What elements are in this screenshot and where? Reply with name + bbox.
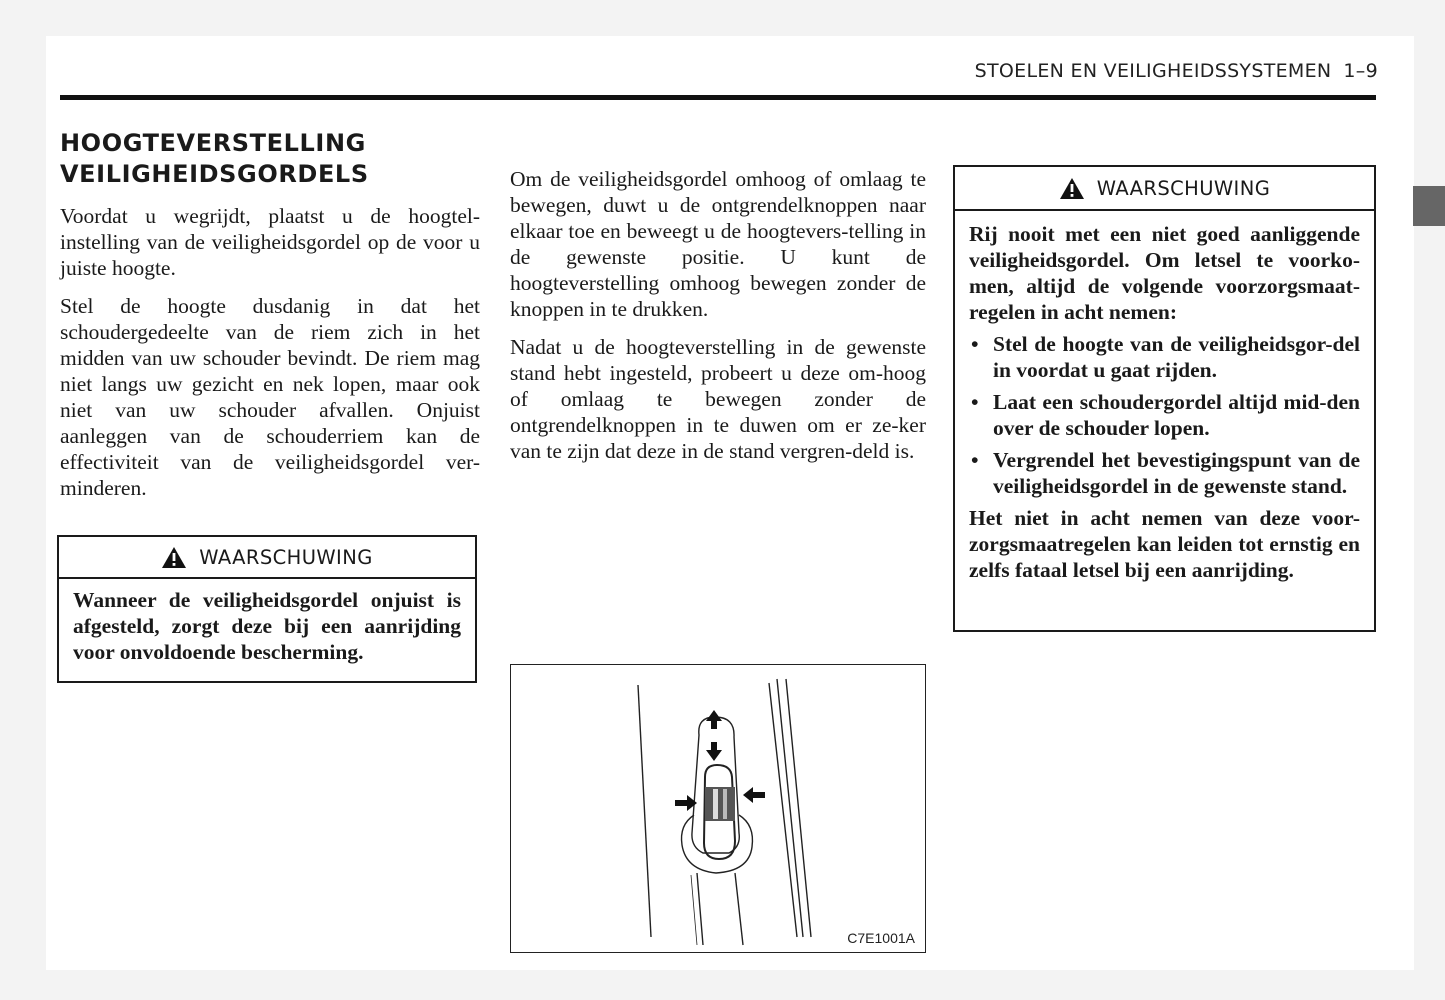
- page-number: 1–9: [1343, 60, 1378, 82]
- precaution-list: [969, 331, 1360, 499]
- precaution-item: • Vergrendel het bevestigingspunt van de veiligheidsgordel in de gewenste stand.: [969, 447, 1360, 499]
- seatbelt-adjuster-illustration: [511, 665, 925, 952]
- check-paragraph: Nadat u de hoogteverstelling in de gewenste stand hebt ingesteld, probeert u deze om-hoog of omlaag te bewegen zonder de ontgrendelknoppen in te duwen om er ze-ker van te zijn dat deze in de stand vergren-deld is.: [510, 335, 926, 463]
- precaution-item: • Stel de hoogte van de veiligheidsgor-del in voordat u gaat rijden.: [969, 331, 1360, 383]
- header-rule: [60, 95, 1376, 100]
- warning-title: WAARSCHUWING: [1096, 176, 1271, 200]
- warning-title-bar: [59, 537, 475, 579]
- figure-code: C7E1001A: [847, 930, 915, 946]
- warning-text: Wanneer de veiligheidsgordel onjuist is afgesteld, zorgt deze bij een aanrijding voor onvoldoende bescherming.: [73, 588, 461, 664]
- seatbelt-height-figure: [510, 664, 926, 953]
- column-left: [60, 203, 480, 501]
- column-middle: [510, 166, 926, 464]
- intro-paragraph: Voordat u wegrijdt, plaatst u de hoogtel-instelling van de veiligheidsgordel op de voor u juiste hoogte.: [60, 204, 480, 280]
- warning-title: WAARSCHUWING: [199, 545, 373, 569]
- adjust-paragraph: Stel de hoogte dusdanig in dat het schoudergedeelte van de riem zich in het midden van uw schouder bevindt. De riem mag niet langs uw gezicht en nek lopen, maar ook niet van uw schouder afvallen. Onjuist aanleggen van de schouderriem kan de effectiviteit van de veiligheidsgordel ver-minderen.: [60, 294, 480, 500]
- warning-triangle-icon: [1059, 177, 1085, 200]
- heading-line-1: HOOGTEVERSTELLING: [60, 129, 366, 157]
- move-paragraph: Om de veiligheidsgordel omhoog of omlaag te bewegen, duwt u de ontgrendelknoppen naar elkaar toe en beweegt u de hoogtevers-telling in de gewenste positie. U kunt de hoogteverstelling omhoog bewegen zonder de knoppen in te drukken.: [510, 167, 926, 321]
- warning-box-right: [953, 165, 1376, 632]
- warning-intro: Rij nooit met een niet goed aanliggende veiligheidsgordel. Om letsel te voorko-men, altijd de volgende voorzorgsmaat-regelen in acht nemen:: [969, 222, 1360, 324]
- section-heading: [60, 128, 480, 190]
- warning-title-bar: [955, 167, 1374, 211]
- precaution-item: • Laat een schoudergordel altijd mid-den over de schouder lopen.: [969, 389, 1360, 441]
- warning-box-left: [57, 535, 477, 683]
- chapter-thumb-tab: [1413, 186, 1445, 226]
- heading-line-2: VEILIGHEIDSGORDELS: [60, 160, 369, 188]
- page-header: [975, 60, 1378, 82]
- warning-outro: Het niet in acht nemen van deze voor-zorgsmaatregelen kan leiden tot ernstig en zelfs fataal letsel bij een aanrijding.: [969, 506, 1360, 582]
- warning-body: [955, 211, 1374, 583]
- warning-triangle-icon: [161, 546, 187, 569]
- section-title: STOELEN EN VEILIGHEIDSSYSTEMEN: [974, 60, 1332, 82]
